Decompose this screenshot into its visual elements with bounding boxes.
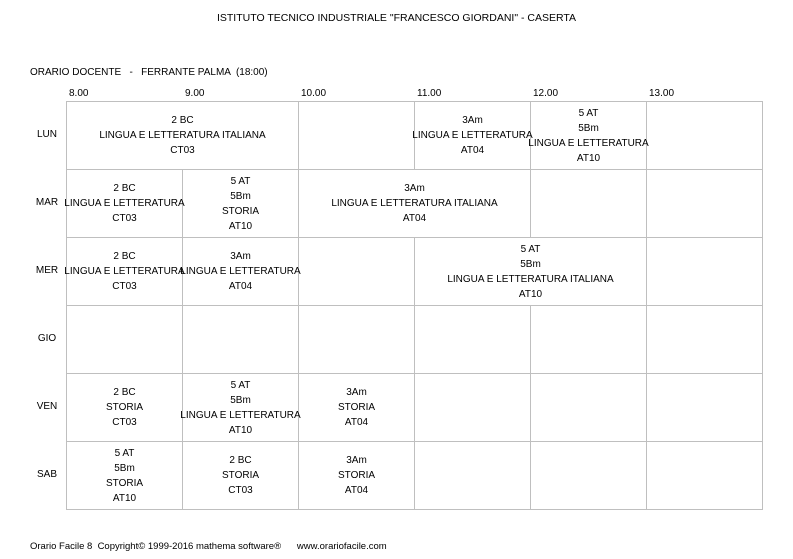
lesson-line: AT04 (402, 213, 427, 224)
lesson-line: AT04 (228, 281, 253, 292)
lesson-line: 3Am (462, 115, 483, 126)
lesson-line: AT10 (228, 220, 253, 232)
time-label: 10.00 (301, 88, 327, 99)
grid-line (646, 441, 647, 510)
lesson-line: 2 BC (171, 115, 194, 126)
day-label-sab: SAB (36, 469, 57, 480)
lesson-line: 3Am (346, 387, 367, 398)
grid-line (66, 305, 67, 374)
grid-line (298, 305, 299, 374)
lesson-line: CT03 (228, 485, 253, 496)
lesson-line: STORIA (337, 470, 376, 481)
lesson-line: 5Bm (520, 258, 541, 270)
grid-line (762, 373, 763, 442)
lesson-line: 3Am (404, 183, 425, 194)
grid-line (762, 305, 763, 374)
lesson-line: LINGUA E LETTERATURA (528, 137, 649, 149)
lesson-line: 2 BC (113, 387, 136, 398)
lesson-line: AT10 (576, 152, 601, 164)
grid-line (762, 169, 763, 238)
day-label-gio: GIO (37, 333, 57, 344)
time-label: 13.00 (649, 88, 675, 99)
lesson-line: AT10 (112, 492, 137, 504)
lesson-line: 5 AT (520, 243, 541, 255)
lesson-line: CT03 (112, 281, 137, 292)
lesson-line: 2 BC (113, 251, 136, 262)
grid-line (646, 373, 647, 442)
lesson-line: 3Am (230, 251, 251, 262)
lesson-line: 3Am (346, 455, 367, 466)
lesson-line: STORIA (337, 402, 376, 413)
lesson-line: AT04 (460, 145, 485, 156)
lesson-cell (299, 442, 414, 509)
grid-line (646, 237, 647, 306)
lesson-line: LINGUA E LETTERATURA (64, 266, 185, 277)
lesson-line: CT03 (112, 213, 137, 224)
time-label: 9.00 (185, 88, 205, 99)
lesson-line: CT03 (112, 417, 137, 428)
lesson-cell (67, 374, 182, 441)
grid-line (298, 101, 299, 170)
day-label-mer: MER (35, 265, 59, 276)
lesson-line: STORIA (221, 470, 260, 481)
lesson-line: LINGUA E LETTERATURA ITALIANA (447, 273, 614, 285)
lesson-line: AT10 (518, 288, 543, 300)
lesson-line: AT04 (344, 417, 369, 428)
grid-line (646, 169, 647, 238)
lesson-line: LINGUA E LETTERATURA ITALIANA (331, 198, 498, 209)
lesson-line: LINGUA E LETTERATURA (180, 409, 301, 421)
lesson-line: LINGUA E LETTERATURA ITALIANA (99, 130, 266, 141)
day-label-ven: VEN (36, 401, 58, 412)
lesson-line: 5Bm (114, 462, 135, 474)
lesson-line: 5 AT (114, 447, 135, 459)
lesson-line: 5Bm (230, 190, 251, 202)
grid-line (414, 305, 415, 374)
day-label-lun: LUN (36, 129, 57, 140)
lesson-cell (299, 374, 414, 441)
lesson-line: LINGUA E LETTERATURA (180, 266, 301, 277)
grid-line (530, 373, 531, 442)
time-label: 12.00 (533, 88, 559, 99)
grid-line (762, 237, 763, 306)
grid-line (530, 441, 531, 510)
page-title: ISTITUTO TECNICO INDUSTRIALE "FRANCESCO GIORDANI" - CASERTA (216, 12, 577, 24)
lesson-line: 2 BC (113, 183, 136, 194)
footer-copyright: Orario Facile 8 Copyright© 1999-2016 mathema software® www.orariofacile.com (30, 541, 387, 552)
lesson-line: 5Bm (230, 394, 251, 406)
lesson-line: 5 AT (230, 379, 251, 391)
lesson-line: STORIA (105, 477, 144, 489)
lesson-line: LINGUA E LETTERATURA (64, 198, 185, 209)
grid-line (646, 305, 647, 374)
lesson-cell (67, 442, 182, 509)
lesson-line: CT03 (170, 145, 195, 156)
lesson-cell (415, 238, 646, 305)
lesson-line: 5 AT (578, 107, 599, 119)
grid-line (762, 441, 763, 510)
lesson-cell (299, 170, 530, 237)
lesson-cell (183, 170, 298, 237)
time-label: 8.00 (69, 88, 89, 99)
lesson-line: AT04 (344, 485, 369, 496)
lesson-line: 5 AT (230, 175, 251, 187)
lesson-cell (64, 170, 185, 237)
grid-line (182, 305, 183, 374)
lesson-line: 5Bm (578, 122, 599, 134)
lesson-line: LINGUA E LETTERATURA (412, 130, 533, 141)
lesson-line: STORIA (105, 402, 144, 413)
lesson-cell (528, 102, 649, 169)
grid-line (530, 169, 531, 238)
lesson-line: AT10 (228, 424, 253, 436)
lesson-cell (67, 102, 298, 169)
lesson-line: 2 BC (229, 455, 252, 466)
grid-line (530, 305, 531, 374)
teacher-subtitle: ORARIO DOCENTE - FERRANTE PALMA (18:00) (30, 67, 268, 78)
grid-line (414, 441, 415, 510)
grid-line (762, 101, 763, 170)
time-label: 11.00 (417, 88, 442, 99)
lesson-cell (412, 102, 533, 169)
lesson-cell (180, 374, 301, 441)
lesson-cell (180, 238, 301, 305)
lesson-cell (64, 238, 185, 305)
lesson-cell (183, 442, 298, 509)
day-label-mar: MAR (35, 197, 59, 208)
grid-line (414, 373, 415, 442)
lesson-line: STORIA (221, 205, 260, 217)
